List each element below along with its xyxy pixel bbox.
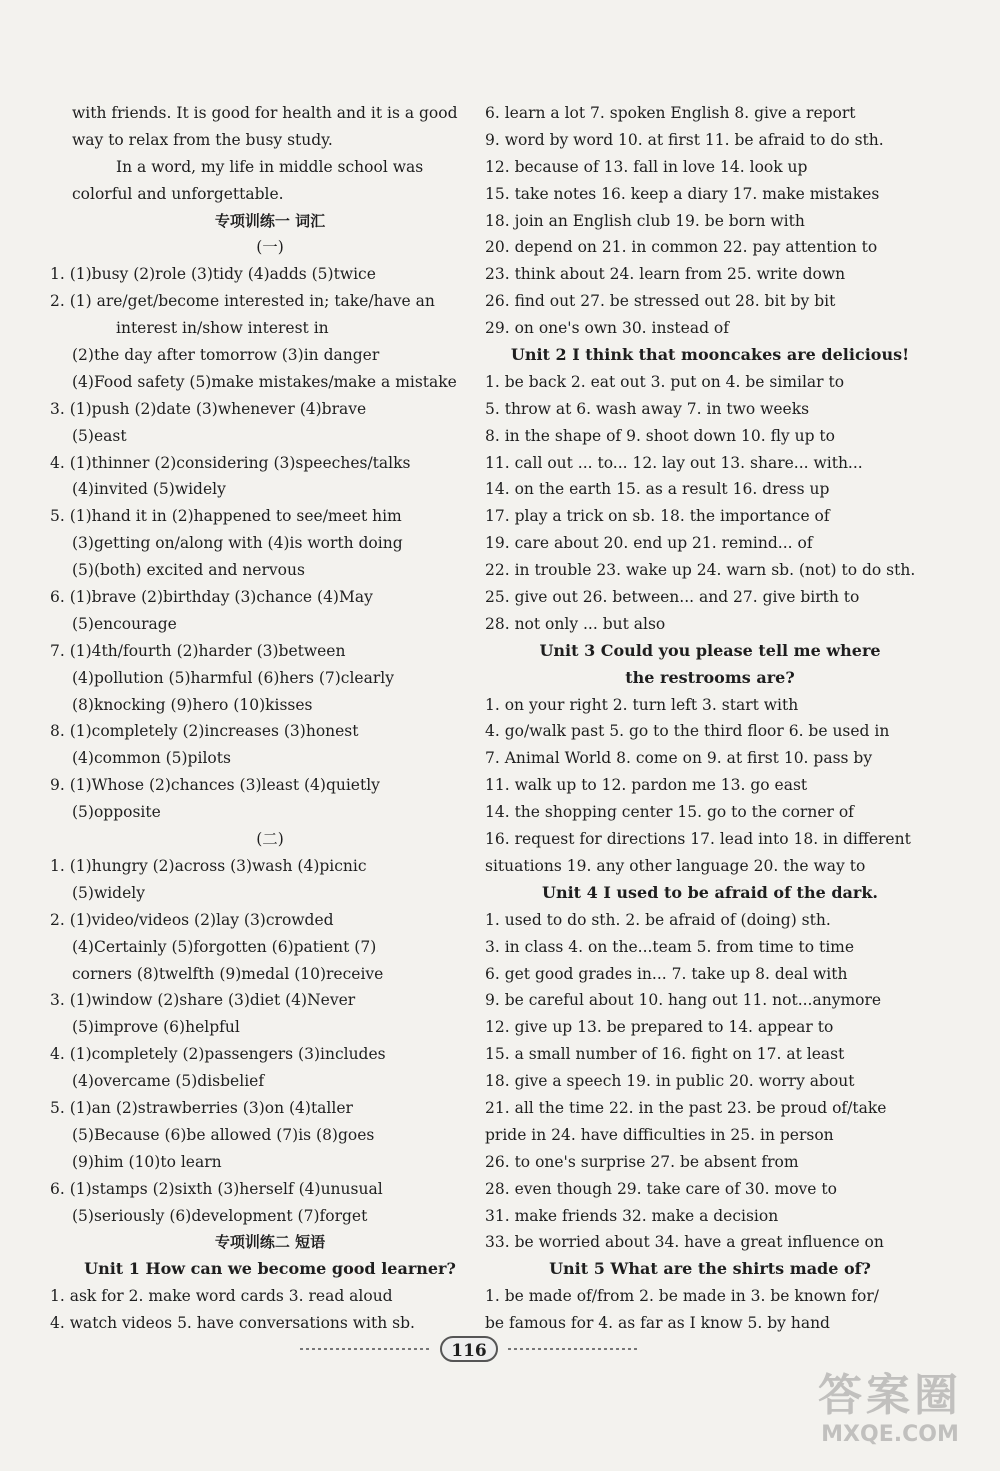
right-line: 6. learn a lot 7. spoken English 8. give a report xyxy=(485,104,856,122)
left-line: (5)widely xyxy=(72,883,145,902)
right-line: 11. walk up to 12. pardon me 13. go east xyxy=(485,776,808,795)
right-line: 15. a small number of 16. fight on 17. at least xyxy=(485,1045,845,1064)
right-line: 28. not only ... but also xyxy=(485,614,666,633)
right-line: 20. depend on 21. in common 22. pay attention to xyxy=(485,238,878,257)
right-line: 16. request for directions 17. lead into 18. in different xyxy=(485,830,911,849)
right-line: 5. throw at 6. wash away 7. in two weeks xyxy=(485,399,810,418)
left-line: 6. (1)brave (2)birthday (3)chance (4)May xyxy=(50,588,373,607)
right-line: 7. Animal World 8. come on 9. at first 10. pass by xyxy=(485,749,873,768)
left-line: (4)Certainly (5)forgotten (6)patient (7) xyxy=(72,937,377,956)
right-line: Unit 4 I used to be afraid of the dark. xyxy=(542,882,878,902)
left-line: 6. (1)stamps (2)sixth (3)herself (4)unusual xyxy=(50,1179,383,1198)
right-line: 1. be made of/from 2. be made in 3. be known for/ xyxy=(485,1287,879,1306)
right-line: 26. find out 27. be stressed out 28. bit by bit xyxy=(485,292,836,311)
left-line: corners (8)twelfth (9)medal (10)receive xyxy=(72,964,384,983)
left-line: 5. (1)an (2)strawberries (3)on (4)taller xyxy=(50,1098,353,1117)
right-line: 18. give a speech 19. in public 20. worry about xyxy=(485,1072,855,1091)
footer-ornament-right xyxy=(508,1348,640,1350)
right-line: 14. the shopping center 15. go to the corner of xyxy=(485,803,854,822)
left-line: (5)Because (6)be allowed (7)is (8)goes xyxy=(72,1125,375,1144)
left-line: (3)getting on/along with (4)is worth doing xyxy=(72,534,403,553)
left-line: 4. (1)completely (2)passengers (3)includes xyxy=(50,1045,386,1064)
left-line: 8. (1)completely (2)increases (3)honest xyxy=(50,722,359,741)
right-line: the restrooms are? xyxy=(625,667,795,687)
right-line: 14. on the earth 15. as a result 16. dress up xyxy=(485,480,830,499)
right-line: 21. all the time 22. in the past 23. be proud of/take xyxy=(485,1098,887,1117)
left-line: (5)seriously (6)development (7)forget xyxy=(72,1206,368,1225)
watermark-line2: MXQE.COM xyxy=(821,1422,959,1447)
right-line: pride in 24. have difficulties in 25. in person xyxy=(485,1125,834,1144)
left-line: 3. (1)window (2)share (3)diet (4)Never xyxy=(50,991,356,1010)
watermark-logo xyxy=(800,1370,980,1460)
right-line: 12. give up 13. be prepared to 14. appear to xyxy=(485,1018,834,1037)
right-line: 33. be worried about 34. have a great influence on xyxy=(485,1233,884,1252)
left-line: 4. (1)thinner (2)considering (3)speeches/talks xyxy=(50,453,411,472)
right-line: 9. be careful about 10. hang out 11. not...anymore xyxy=(485,991,882,1010)
right-line: 28. even though 29. take care of 30. move to xyxy=(485,1179,837,1198)
left-line: (4)Food safety (5)make mistakes/make a mistake xyxy=(72,372,457,391)
left-line: (5)east xyxy=(72,426,127,445)
right-line: 9. word by word 10. at first 11. be afraid to do sth. xyxy=(485,130,884,149)
left-line: interest in/show interest in xyxy=(116,319,329,338)
left-line: (5)opposite xyxy=(72,803,161,822)
right-line: situations 19. any other language 20. the way to xyxy=(485,856,866,875)
right-line: 31. make friends 32. make a decision xyxy=(485,1206,779,1225)
left-line: Unit 1 How can we become good learner? xyxy=(84,1259,456,1279)
left-line: (一) xyxy=(256,238,284,257)
left-line: 专项训练一 词汇 xyxy=(214,211,326,230)
left-line: (5)(both) excited and nervous xyxy=(72,561,305,580)
page-number: 116 xyxy=(440,1336,498,1362)
footer-ornament-left xyxy=(300,1348,432,1350)
right-line: 15. take notes 16. keep a diary 17. make mistakes xyxy=(485,184,880,203)
right-line: 8. in the shape of 9. shoot down 10. fly up to xyxy=(485,426,835,445)
left-line: colorful and unforgettable. xyxy=(72,184,284,203)
left-line: In a word, my life in middle school was xyxy=(116,157,424,176)
left-line: (4)pollution (5)harmful (6)hers (7)clearly xyxy=(72,668,394,687)
right-line: 19. care about 20. end up 21. remind... of xyxy=(485,534,813,553)
right-line: be famous for 4. as far as I know 5. by hand xyxy=(485,1314,830,1333)
right-line: 29. on one's own 30. instead of xyxy=(485,319,729,338)
right-line: 12. because of 13. fall in love 14. look up xyxy=(485,157,808,176)
right-line: 25. give out 26. between... and 27. give birth to xyxy=(485,588,860,607)
right-line: 6. get good grades in... 7. take up 8. deal with xyxy=(485,964,848,983)
left-line: (2)the day after tomorrow (3)in danger xyxy=(72,346,380,365)
left-column xyxy=(50,100,490,1337)
left-line: (二) xyxy=(256,830,284,849)
left-line: (4)overcame (5)disbelief xyxy=(72,1072,265,1091)
left-line: 5. (1)hand it in (2)happened to see/meet him xyxy=(50,507,402,526)
left-line: 9. (1)Whose (2)chances (3)least (4)quietly xyxy=(50,776,380,795)
left-line: 1. ask for 2. make word cards 3. read aloud xyxy=(50,1287,393,1306)
right-line: 11. call out ... to... 12. lay out 13. share... with... xyxy=(485,453,863,472)
watermark-line1: 答案圈 xyxy=(818,1370,962,1421)
left-line: 1. (1)busy (2)role (3)tidy (4)adds (5)twice xyxy=(50,265,376,284)
left-line: (5)improve (6)helpful xyxy=(72,1018,240,1037)
right-line: 1. on your right 2. turn left 3. start with xyxy=(485,695,799,714)
left-line: with friends. It is good for health and it is a good xyxy=(72,104,458,122)
left-line: (8)knocking (9)hero (10)kisses xyxy=(72,695,313,714)
right-line: Unit 5 What are the shirts made of? xyxy=(549,1259,871,1279)
right-column xyxy=(485,100,935,1337)
left-line: 7. (1)4th/fourth (2)harder (3)between xyxy=(50,641,346,660)
left-line: (4)invited (5)widely xyxy=(72,480,226,499)
right-line: 18. join an English club 19. be born with xyxy=(485,211,805,230)
left-line: (4)common (5)pilots xyxy=(72,749,231,768)
left-line: (5)encourage xyxy=(72,614,177,633)
left-line: 4. watch videos 5. have conversations with sb. xyxy=(50,1314,415,1333)
left-line: (9)him (10)to learn xyxy=(72,1152,222,1171)
right-line: 22. in trouble 23. wake up 24. warn sb. (not) to do sth. xyxy=(485,561,916,580)
right-line: 1. used to do sth. 2. be afraid of (doing) sth. xyxy=(485,910,831,929)
right-line: Unit 2 I think that mooncakes are delicious! xyxy=(510,345,910,365)
left-line: 3. (1)push (2)date (3)whenever (4)brave xyxy=(50,399,367,418)
left-line: 2. (1)video/videos (2)lay (3)crowded xyxy=(50,910,334,929)
left-line: 1. (1)hungry (2)across (3)wash (4)picnic xyxy=(50,856,367,875)
right-line: 17. play a trick on sb. 18. the importance of xyxy=(485,507,830,526)
right-line: 1. be back 2. eat out 3. put on 4. be similar to xyxy=(485,372,845,391)
right-line: 26. to one's surprise 27. be absent from xyxy=(485,1152,799,1171)
right-line: 23. think about 24. learn from 25. write down xyxy=(485,265,846,284)
left-line: 专项训练二 短语 xyxy=(214,1233,326,1252)
right-line: 4. go/walk past 5. go to the third floor 6. be used in xyxy=(485,722,890,741)
page-footer xyxy=(300,1336,640,1362)
right-line: Unit 3 Could you please tell me where xyxy=(539,640,881,660)
right-line: 3. in class 4. on the...team 5. from time to time xyxy=(485,937,855,956)
left-line: way to relax from the busy study. xyxy=(72,130,333,149)
left-line: 2. (1) are/get/become interested in; take/have an xyxy=(50,292,435,311)
